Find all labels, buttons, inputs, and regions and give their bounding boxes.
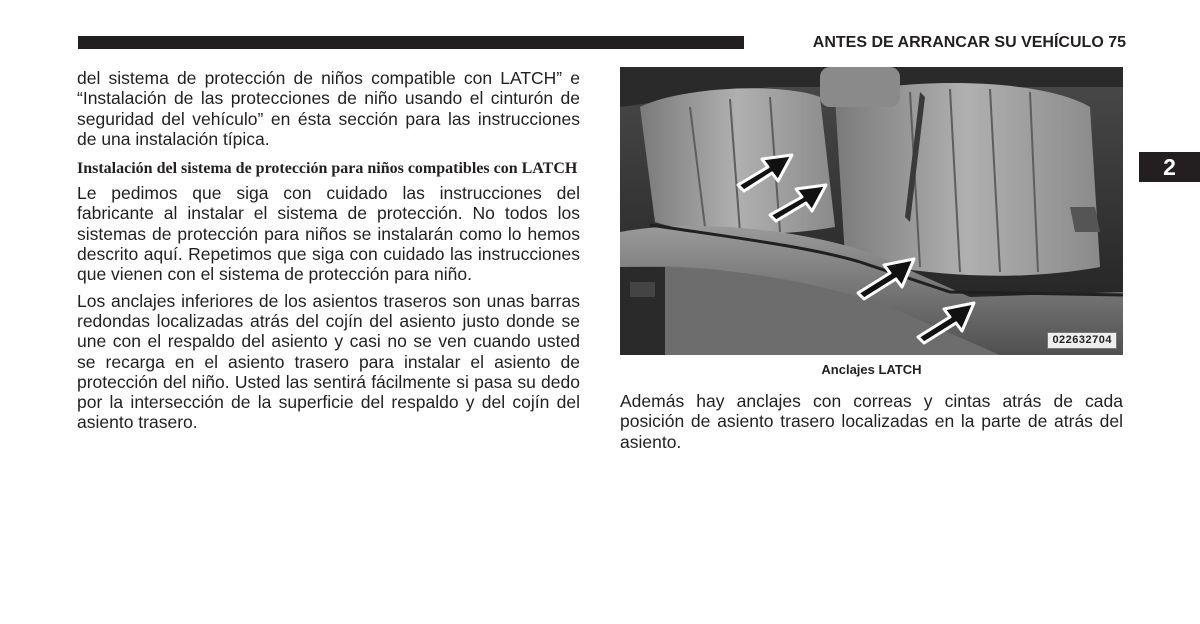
figure-caption: Anclajes LATCH [821,362,922,377]
intro-paragraph: del sistema de protección de niños compatible con LATCH” e “Instalación de las protecciones de niño usando el cinturón de seguridad del vehículo” en ésta sección para las instrucciones de una instalación típica. [77,68,580,149]
latch-anchors-figure [620,67,1123,355]
figure-image-id: 022632704 [1047,332,1117,349]
body-paragraph-1: Le pedimos que siga con cuidado las instrucciones del fabricante al instalar el sistema de protección. No todos los sistemas de protección para niños se instalarán como lo hemos descrito aquí. Repetimos que siga con cuidado las instrucciones que vienen con el sistema de protección para niño. [77,183,580,285]
left-column [77,68,580,439]
right-body-paragraph: Además hay anclajes con correas y cintas atrás de cada posición de asiento trasero localizadas en la parte de atrás del asiento. [620,391,1123,452]
right-column [620,391,1123,458]
latch-anchors-seat-illustration-icon [620,67,1123,355]
chapter-tab: 2 [1139,152,1200,182]
section-subheading: Instalación del sistema de protección para niños compatibles con LATCH [77,160,578,178]
body-paragraph-2: Los anclajes inferiores de los asientos traseros son unas barras redondas localizadas atrás del cojín del asiento justo donde se une con el respaldo del asiento y casi no se ven cuando usted se recarga en el asiento trasero para instalar el asiento de protección del niño. Usted las sentirá fácilmente si pasa su dedo por la intersección de la superficie del respaldo y del cojín del asiento trasero. [77,290,580,433]
running-header: ANTES DE ARRANCAR SU VEHÍCULO 75 [812,34,1126,51]
header-rule [78,36,744,49]
